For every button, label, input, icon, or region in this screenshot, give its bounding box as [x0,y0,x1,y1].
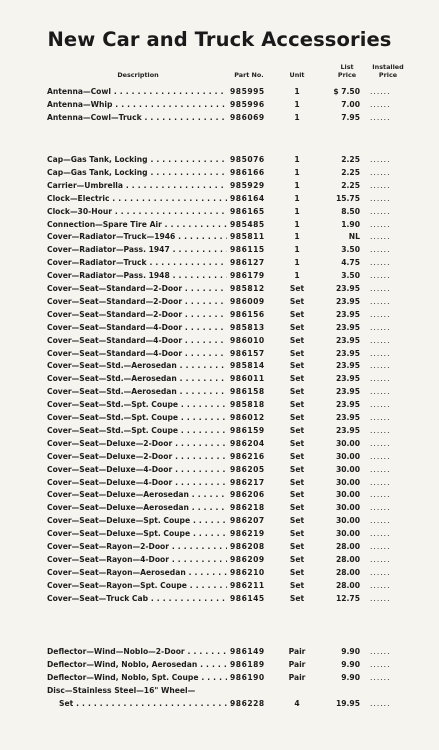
item-part-no: 986216 [230,451,265,461]
item-part-no: 985929 [230,180,265,190]
item-installed-price: ...... [370,672,391,682]
item-description: Cover—Seat—Truck Cab . . . [47,592,227,605]
item-part-no: 986149 [230,647,265,656]
item-installed-price: ...... [370,425,391,435]
item-part-no: 985812 [230,284,265,293]
item-list-price: 23.95 [335,361,360,371]
item-installed-price: ...... [370,542,391,551]
item-part-no: 986217 [230,477,265,487]
item-description: Set . . . [47,697,239,710]
item-list-price: 3.50 [341,245,360,255]
item-list-price: 19.95 [335,698,360,708]
item-list-price: 28.00 [335,554,360,564]
item-list-price: 23.95 [335,296,360,306]
item-part-no: 986012 [230,413,265,422]
item-description: Cover—Seat—Standard—2-Door . . . [47,295,227,308]
item-installed-price: ...... [370,593,391,603]
item-description: Cover—Seat—Std.—Spt. Coupe . . . [47,398,227,411]
item-description: Cover—Seat—Standard—4-Door . . . [47,334,227,347]
item-unit: Set [289,438,305,448]
header-list-price-line2: Price [337,71,357,79]
table-row [0,385,439,398]
table-row [0,488,439,501]
item-part-no: 986211 [230,580,265,590]
item-unit: Set [289,542,305,551]
header-unit: Unit [289,71,305,79]
table-row [0,243,439,256]
item-unit: 1 [294,258,300,268]
item-list-price: 28.00 [335,542,360,551]
item-description: Deflector—Wind, Noblo, Spt. Coupe . . . [47,671,227,684]
item-unit: Set [289,554,305,564]
item-part-no: 985485 [230,219,265,229]
item-installed-price: ...... [370,464,391,474]
item-part-no: 986228 [230,698,265,708]
header-installed-line1: Installed [372,63,404,71]
item-description: Cover—Radiator—Pass. 1947 . . . [47,243,227,256]
item-unit: Set [289,296,305,306]
item-description: Clock—30-Hour . . . [47,205,227,218]
item-installed-price: ...... [370,400,391,410]
item-description: Cover—Seat—Deluxe—Aerosedan . . . [47,488,227,501]
item-unit: Set [289,593,305,603]
page-title: New Car and Truck Accessories [47,28,392,51]
table-row [0,334,439,347]
table-row [0,205,439,218]
table-row [0,85,439,98]
item-list-price: 23.95 [335,400,360,410]
item-part-no: 985995 [230,87,265,96]
item-installed-price: ...... [370,477,391,487]
item-part-no: 986145 [230,593,265,603]
item-unit: 1 [294,180,300,190]
item-part-no: 986190 [230,672,265,682]
item-unit: 1 [294,193,300,203]
table-row [0,501,439,514]
item-list-price: 23.95 [335,284,360,293]
item-installed-price: ...... [370,87,391,96]
item-description: Cover—Radiator—Pass. 1948 . . . [47,269,227,282]
item-part-no: 986208 [230,542,265,551]
table-row [0,398,439,411]
item-list-price: 8.50 [341,206,360,216]
table-row [0,645,439,658]
item-part-no: 986189 [230,659,265,669]
item-description: Antenna—Whip . . . [47,98,227,111]
item-part-no: 986205 [230,464,265,474]
item-unit: Set [289,425,305,435]
item-part-no: 986159 [230,425,265,435]
header-installed-price [365,63,411,79]
item-list-price: 30.00 [335,503,360,513]
item-description: Cover—Seat—Rayon—2-Door . . . [47,540,227,553]
item-installed-price: ...... [370,296,391,306]
header-list-price [330,63,364,79]
item-installed-price: ...... [370,413,391,422]
item-unit: Set [289,348,305,358]
item-part-no: 986210 [230,567,265,577]
item-description: Deflector—Wind—Noblo—2-Door . . . [47,645,227,658]
item-list-price: 30.00 [335,451,360,461]
table-row [0,166,439,179]
item-unit: Pair [288,672,306,682]
item-list-price: 1.90 [341,219,360,229]
item-unit: 4 [294,698,300,708]
item-installed-price: ...... [370,503,391,513]
table-row [0,256,439,269]
item-list-price: 12.75 [335,593,360,603]
item-unit: 1 [294,232,300,242]
item-list-price: 23.95 [335,322,360,332]
item-unit: Set [289,387,305,397]
table-row [0,111,439,124]
item-installed-price: ...... [370,232,391,242]
item-installed-price: ...... [370,219,391,229]
item-description: Cover—Seat—Deluxe—2-Door . . . [47,437,227,450]
item-description: Cover—Seat—Standard—4-Door . . . [47,347,227,360]
item-part-no: 986165 [230,206,265,216]
item-description: Cover—Seat—Std.—Aerosedan . . . [47,359,227,372]
item-unit: 1 [294,112,300,122]
item-installed-price: ...... [370,271,391,281]
item-unit: Set [289,309,305,319]
item-installed-price: ...... [370,322,391,332]
item-unit: Set [289,490,305,500]
item-description: Antenna—Cowl . . . [47,85,227,98]
item-description: Antenna—Cowl—Truck . . . [47,111,227,124]
item-installed-price: ...... [370,554,391,564]
item-list-price: 28.00 [335,567,360,577]
item-list-price: 30.00 [335,438,360,448]
item-part-no: 986157 [230,348,265,358]
table-row [0,684,439,697]
item-list-price: 2.25 [341,155,360,164]
item-unit: Set [289,374,305,384]
item-part-no: 986127 [230,258,265,268]
item-description: Cover—Seat—Deluxe—2-Door . . . [47,450,227,463]
item-unit: 1 [294,206,300,216]
item-installed-price: ...... [370,284,391,293]
item-list-price: 23.95 [335,413,360,422]
item-list-price: 30.00 [335,516,360,526]
table-row [0,98,439,111]
item-unit: 1 [294,271,300,281]
item-list-price: 7.95 [341,112,360,122]
table-row [0,372,439,385]
item-list-price: NL [348,232,360,242]
item-unit: Set [289,284,305,293]
item-unit: 1 [294,99,300,109]
item-description: Cover—Radiator—Truck . . . [47,256,227,269]
item-list-price: 2.25 [341,167,360,177]
table-row [0,359,439,372]
item-unit: 1 [294,245,300,255]
item-unit: Set [289,477,305,487]
item-installed-price: ...... [370,245,391,255]
table-row [0,411,439,424]
item-part-no: 986209 [230,554,265,564]
table-row [0,218,439,231]
item-description: Connection—Spare Tire Air . . . [47,218,227,231]
table-row [0,540,439,553]
item-part-no: 986206 [230,490,265,500]
item-list-price: 9.90 [341,659,360,669]
table-row [0,671,439,684]
item-description: Cover—Seat—Deluxe—4-Door . . . [47,463,227,476]
item-part-no: 986156 [230,309,265,319]
item-description: Cover—Seat—Rayon—4-Door . . . [47,553,227,566]
table-row [0,269,439,282]
item-unit: Set [289,400,305,410]
header-part-no: Part No. [234,71,264,79]
item-installed-price: ...... [370,529,391,539]
item-installed-price: ...... [370,112,391,122]
item-installed-price: ...... [370,180,391,190]
item-list-price: 23.95 [335,425,360,435]
item-unit: 1 [294,155,300,164]
item-list-price: 23.95 [335,387,360,397]
item-installed-price: ...... [370,206,391,216]
item-list-price: 9.90 [341,672,360,682]
item-part-no: 986010 [230,335,265,345]
item-list-price: 3.50 [341,271,360,281]
table-row [0,463,439,476]
item-part-no: 986069 [230,112,265,122]
item-installed-price: ...... [370,387,391,397]
table-row [0,437,439,450]
item-description: Cover—Seat—Standard—2-Door . . . [47,282,227,295]
item-unit: Pair [288,659,306,669]
item-installed-price: ...... [370,374,391,384]
item-description: Cover—Seat—Deluxe—Aerosedan . . . [47,501,227,514]
item-installed-price: ...... [370,567,391,577]
item-part-no: 986218 [230,503,265,513]
item-part-no: 986009 [230,296,265,306]
item-part-no: 986204 [230,438,265,448]
item-list-price: $ 7.50 [333,87,360,96]
item-unit: Set [289,529,305,539]
item-installed-price: ...... [370,348,391,358]
item-part-no: 985996 [230,99,265,109]
item-part-no: 986115 [230,245,265,255]
item-part-no: 986158 [230,387,265,397]
table-row [0,476,439,489]
item-unit: Pair [288,647,306,656]
item-installed-price: ...... [370,451,391,461]
item-installed-price: ...... [370,361,391,371]
item-list-price: 23.95 [335,335,360,345]
item-installed-price: ...... [370,438,391,448]
item-list-price: 30.00 [335,464,360,474]
item-part-no: 986219 [230,529,265,539]
item-description: Cover—Seat—Rayon—Aerosedan . . . [47,566,227,579]
item-part-no: 985076 [230,155,265,164]
item-description: Cover—Seat—Deluxe—4-Door . . . [47,476,227,489]
item-description: Cover—Seat—Deluxe—Spt. Coupe . . . [47,527,227,540]
table-row [0,153,439,166]
item-installed-price: ...... [370,490,391,500]
item-description: Cover—Seat—Std.—Aerosedan . . . [47,385,227,398]
item-list-price: 2.25 [341,180,360,190]
item-list-price: 23.95 [335,374,360,384]
item-installed-price: ...... [370,258,391,268]
item-list-price: 30.00 [335,529,360,539]
table-row [0,566,439,579]
item-list-price: 15.75 [335,193,360,203]
table-row [0,282,439,295]
item-description: Carrier—Umbrella . . . [47,179,227,192]
item-unit: Set [289,335,305,345]
item-unit: Set [289,503,305,513]
item-description: Cover—Seat—Std.—Spt. Coupe . . . [47,424,227,437]
item-part-no: 985818 [230,400,265,410]
table-row [0,592,439,605]
item-part-no: 986207 [230,516,265,526]
item-installed-price: ...... [370,580,391,590]
item-description: Deflector—Wind, Noblo, Aerosedan . . . [47,658,227,671]
item-part-no: 985811 [230,232,265,242]
item-part-no: 985814 [230,361,265,371]
item-unit: 1 [294,167,300,177]
item-unit: Set [289,451,305,461]
table-row [0,308,439,321]
item-unit: Set [289,361,305,371]
header-list-price-line1: List [340,63,354,71]
item-description: Cover—Seat—Std.—Spt. Coupe . . . [47,411,227,424]
item-unit: Set [289,322,305,332]
item-list-price: 23.95 [335,309,360,319]
item-installed-price: ...... [370,155,391,164]
item-installed-price: ...... [370,193,391,203]
table-row [0,424,439,437]
item-description: Cap—Gas Tank, Locking . . . [47,166,227,179]
item-list-price: 28.00 [335,580,360,590]
item-list-price: 23.95 [335,348,360,358]
item-list-price: 30.00 [335,477,360,487]
table-row [0,321,439,334]
item-description: Clock—Electric . . . [47,192,227,205]
item-installed-price: ...... [370,647,391,656]
item-installed-price: ...... [370,516,391,526]
item-part-no: 986179 [230,271,265,281]
item-description: Disc—Stainless Steel—16" Wheel— [47,685,196,695]
item-unit: 1 [294,87,300,96]
item-installed-price: ...... [370,99,391,109]
item-description: Cap—Gas Tank, Locking . . . [47,153,227,166]
table-row [0,697,439,710]
item-part-no: 986011 [230,374,265,384]
table-row [0,295,439,308]
item-installed-price: ...... [370,659,391,669]
table-row [0,579,439,592]
item-part-no: 985813 [230,322,265,332]
item-list-price: 9.90 [341,647,360,656]
item-description: Cover—Radiator—Truck—1946 . . . [47,230,227,243]
header-installed-line2: Price [378,71,398,79]
item-list-price: 7.00 [341,99,360,109]
item-installed-price: ...... [370,335,391,345]
table-row [0,658,439,671]
item-installed-price: ...... [370,167,391,177]
table-row [0,527,439,540]
item-unit: Set [289,516,305,526]
item-installed-price: ...... [370,309,391,319]
item-description: Cover—Seat—Deluxe—Spt. Coupe . . . [47,514,227,527]
item-description: Cover—Seat—Standard—4-Door . . . [47,321,227,334]
item-description: Cover—Seat—Rayon—Spt. Coupe . . . [47,579,227,592]
table-row [0,179,439,192]
item-unit: Set [289,567,305,577]
item-list-price: 30.00 [335,490,360,500]
item-unit: Set [289,464,305,474]
item-part-no: 986166 [230,167,265,177]
item-description: Cover—Seat—Std.—Aerosedan . . . [47,372,227,385]
table-row [0,514,439,527]
table-row [0,230,439,243]
item-unit: Set [289,413,305,422]
item-list-price: 4.75 [341,258,360,268]
item-part-no: 986164 [230,193,265,203]
item-description: Cover—Seat—Standard—2-Door . . . [47,308,227,321]
table-row [0,347,439,360]
table-row [0,450,439,463]
header-description: Description [117,71,159,79]
item-unit: Set [289,580,305,590]
table-row [0,553,439,566]
item-installed-price: ...... [370,698,391,708]
item-unit: 1 [294,219,300,229]
table-row [0,192,439,205]
